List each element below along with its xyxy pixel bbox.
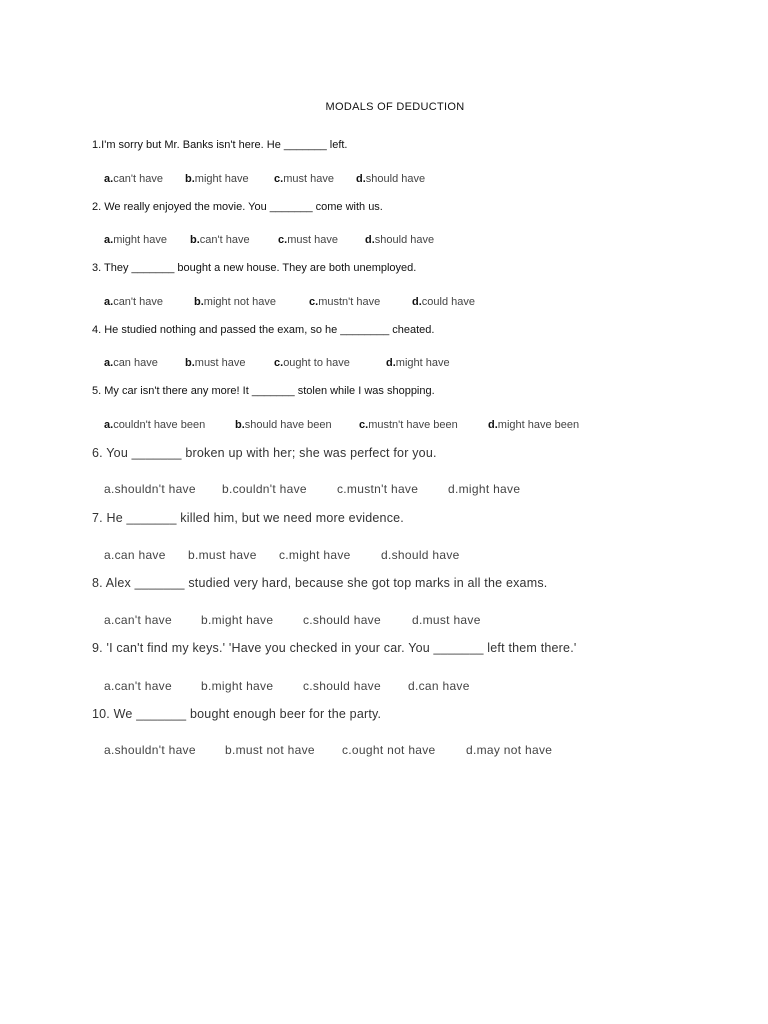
option-a: a.might have [104, 234, 167, 246]
option-d: d.can have [408, 679, 470, 693]
option-d: d.should have [356, 173, 426, 185]
option-d: d.should have [365, 234, 435, 246]
option-d: d.could have [412, 296, 475, 308]
question-8: 8. Alex _______ studied very hard, because she got top marks in all the exams. [92, 576, 548, 590]
option-c: c.might have [279, 548, 351, 562]
option-c: c.must have [274, 173, 334, 185]
option-c: c.ought not have [342, 743, 436, 757]
option-a: a.can't have [104, 679, 172, 693]
option-a: a.can have [104, 357, 158, 369]
option-d: d.should have [381, 548, 460, 562]
option-c: c.ought to have [274, 357, 350, 369]
option-b: b.should have been [235, 419, 332, 431]
question-2: 2. We really enjoyed the movie. You _______ come with us. [92, 201, 383, 213]
option-b: b.must not have [225, 743, 315, 757]
question-1: 1.I'm sorry but Mr. Banks isn't here. He _______ left. [92, 139, 348, 151]
option-b: b.might not have [194, 296, 276, 308]
option-c: c.must have [278, 234, 338, 246]
option-c: c.should have [303, 613, 381, 627]
option-a: a.can't have [104, 613, 172, 627]
option-a: a.shouldn't have [104, 743, 196, 757]
option-a: a.couldn't have been [104, 419, 206, 431]
question-9: 9. 'I can't find my keys.' 'Have you checked in your car. You _______ left them there.' [92, 641, 577, 655]
worksheet-title: MODALS OF DEDUCTION [325, 101, 465, 113]
question-4: 4. He studied nothing and passed the exam, so he ________ cheated. [92, 324, 435, 336]
question-7: 7. He _______ killed him, but we need more evidence. [92, 511, 404, 525]
option-c: c.should have [303, 679, 381, 693]
option-b: b.can't have [190, 234, 250, 246]
option-b: b.might have [185, 173, 249, 185]
option-b: b.couldn't have [222, 482, 307, 496]
option-d: d.may not have [466, 743, 553, 757]
option-c: c.mustn't have [337, 482, 419, 496]
option-a: a.can't have [104, 173, 163, 185]
option-d: d.might have [448, 482, 521, 496]
option-a: a.shouldn't have [104, 482, 196, 496]
option-a: a.can't have [104, 296, 163, 308]
question-3: 3. They _______ bought a new house. They are both unemployed. [92, 262, 417, 274]
question-10: 10. We _______ bought enough beer for the party. [92, 707, 382, 721]
option-d: d.might have [386, 357, 450, 369]
question-5: 5. My car isn't there any more! It _______ stolen while I was shopping. [92, 385, 435, 397]
question-6: 6. You _______ broken up with her; she was perfect for you. [92, 446, 437, 460]
option-b: b.must have [188, 548, 257, 562]
option-d: d.might have been [488, 419, 580, 431]
option-b: b.might have [201, 679, 274, 693]
option-c: c.mustn't have [309, 296, 381, 308]
option-d: d.must have [412, 613, 481, 627]
option-b: b.might have [201, 613, 274, 627]
option-b: b.must have [185, 357, 246, 369]
option-a: a.can have [104, 548, 166, 562]
option-c: c.mustn't have been [359, 419, 458, 431]
